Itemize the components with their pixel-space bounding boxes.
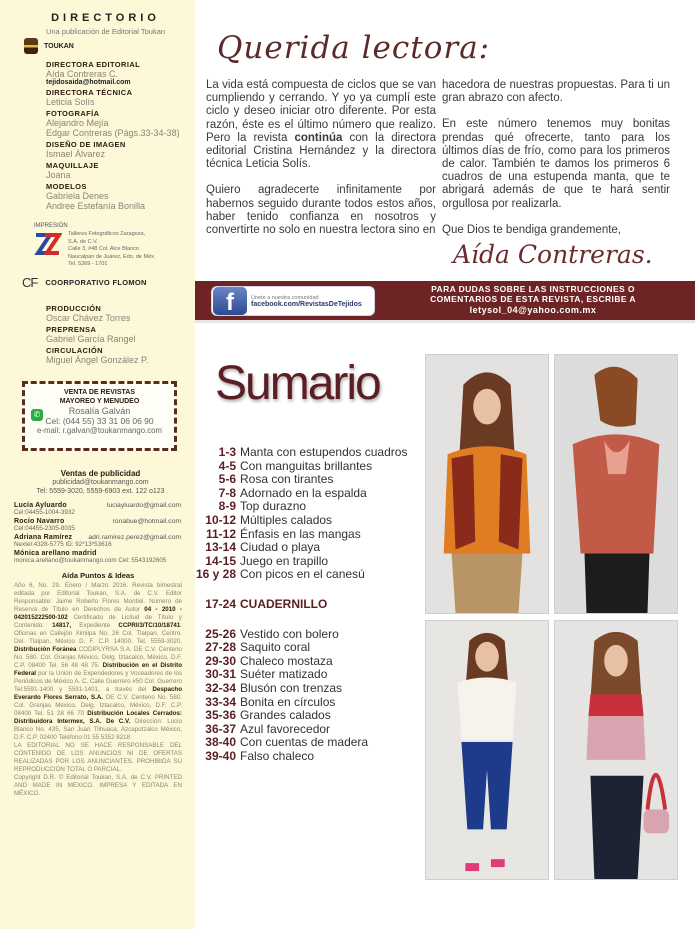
credit-label: DIRECTORA EDITORIAL [46,60,141,69]
credit-name: Aída Contreras C. [46,69,119,79]
toc-item[interactable]: 16 y 28 Con picos en el canesú [195,567,365,582]
contact-row [14,550,181,557]
coorporativo-name: COORPORATIVO FLOMON [45,277,147,287]
toc-item[interactable]: 30-31 Suéter matizado [205,667,328,682]
contact-email[interactable]: luciayluardo@gmail.com [106,501,181,509]
toc-item[interactable]: 13-14 Ciudad o playa [205,540,321,555]
cf-logo-icon: CF [22,274,38,290]
contact-row [14,502,181,509]
toc-item[interactable]: 25-26 Vestido con bolero [205,626,339,641]
letter-signature: Aída Contreras. [453,240,653,269]
publisher-name: TOUKAN [44,42,74,50]
letter-paragraph: Quiero agradecerte infinitamente por habernos seguido durante todos estos años, haber tenido confianza en nosotros y convertirte no solo en nuestra lectora sino en [206,184,436,237]
credit-label: MAQUILLAJE [46,161,99,170]
credit-name: Ismael Álvarez [46,149,106,159]
directorio-subtitle: Una publicación de Editorial Toukan [45,27,166,36]
credit-name: Gabriel García Rangel [46,333,136,344]
venta-contact-name: Rosalía Galván [68,405,131,416]
credit-name: Edgar Contreras (Págs.33-34-38) [46,128,180,138]
publicidad-phone: Tel: 5559-3020, 5559-6903 ext. 122 o123 [36,487,165,495]
credit-label: CIRCULACIÓN [46,345,103,355]
facebook-url[interactable]: facebook.com/RevistasDeTejidos [251,300,362,308]
credit-label: PRODUCCIÓN [46,303,102,313]
coorporativo-row [22,275,181,290]
contact-phone: Cel:04455-2305-8035 [14,524,75,532]
toc-item[interactable]: 33-34 Bonita en círculos [205,694,336,709]
toc-item[interactable]: 39-40 Falso chaleco [205,748,315,763]
letter-paragraph: La vida está compuesta de ciclos que se van cumpliendo y cerrando. Y yo ya cumplí este ciclo y deseo iniciar otro diferente. Por esta razón, éste es el último número que realizo. Pero la revista continúa con la directora editorial Cristina Hernández y la directora técnica Leticia Solís. [206,79,436,171]
credits-list [46,60,181,211]
venta-heading: VENTA DE REVISTAS [63,388,136,396]
banner-message [383,284,683,317]
legal-copyright: Copyright D.R. © Editorial Toukan, S.A. de C.V. PRINTED AND MADE IN MEXICO. IMPRESA Y EDITADA EN MÉXICO. [14,773,182,797]
letter-column-left [206,79,436,250]
contact-name: Mónica arellano madrid [14,549,97,557]
contact-name: Rocío Navarro [14,517,65,525]
publicidad-heading: Ventas de publicidad [60,468,141,478]
toc-item-cuadernillo[interactable]: 17-24 CUADERNILLO [205,596,328,611]
facebook-icon: f [213,287,247,315]
letter-paragraph: Que Dios te bendiga grandemente, [442,223,622,236]
credit-label: DIRECTORA TÉCNICA [46,88,133,97]
letter-paragraph: En este número tenemos muy bonitas prendas qué ofrecerte, tanto para los últimos días de frío, como para los primeros de calor. También te damos los primeros 6 cuadros de una estupenda manta, que te abrigará además de que te hará sentir orgullosa por realizarla. [442,118,670,210]
credits2-list [46,304,181,365]
contact-phone: Cel:04455-1004-3932 [14,508,75,516]
credit-name: Andree Estefanía Bonilla [46,201,146,211]
credit-label: PREPRENSA [46,324,97,334]
toukan-logo-icon [24,38,38,54]
impresion-line: Tel. 5369 - 1701 [68,261,108,267]
toc-item[interactable]: 29-30 Chaleco mostaza [205,653,333,668]
legal-disclaimer: LA EDITORIAL NO SE HACE RESPONSABLE DEL CONTENIDO DE LOS ANUNCIOS NI DE OFERTAS REALIZADAS POR LOS ANUNCIANTES. PROHIBIDA SU REPRODUCCIÓN TOTAL O PARCIAL. [14,741,182,773]
credit-name: Oscar Chávez Torres [46,312,131,323]
credit-name: Gabriela Denes [46,191,109,201]
contact-email[interactable]: adri.ramirez.perez@gmail.com [88,533,181,541]
credit-email[interactable]: tejidosaida@hotmail.com [46,79,131,86]
toc-item[interactable]: 38-40 Con cuentas de madera [205,735,369,750]
impresion-block [34,223,181,269]
credit-name: Leticia Solís [46,97,95,107]
publicidad-block [20,469,181,496]
letter-column-right [442,79,670,250]
photo-pink-crop-top-bag [554,620,678,880]
venta-revistas-box [22,381,177,451]
toc-item[interactable]: 27-28 Saquito coral [205,640,311,655]
photo-coral-top-bow-back [554,354,678,614]
photo-white-top-blue-pants [425,620,549,880]
toc-item[interactable]: 4-5 Con manguitas brillantes [218,458,373,473]
sales-contacts [14,502,181,565]
contact-name: Adriana Ramírez [14,533,73,541]
toc-item[interactable]: 7-8 Adornado en la espalda [218,485,367,500]
toc-item[interactable]: 11-12 Énfasis en las mangas [205,526,361,541]
contact-row [14,534,181,541]
toc-item[interactable]: 10-12 Múltiples calados [205,512,333,527]
toc-item[interactable]: 1-3 Manta con estupendos cuadros [218,445,408,459]
sumario-title: Sumario [215,357,380,410]
banner-line: PARA DUDAS SOBRE LAS INSTRUCCIONES O [431,284,635,294]
toc-item[interactable]: 32-34 Blusón con trenzas [205,680,343,695]
contact-banner [195,281,695,323]
venta-email[interactable]: e-mail: r.galvan@toukanmango.com [37,425,162,435]
toc-item[interactable]: 5-6 Rosa con tirantes [218,472,334,487]
banner-email[interactable]: letysol_04@yahoo.com.mx [469,305,597,315]
publisher-row [24,38,181,54]
toc-item[interactable]: 36-37 Azul favorecedor [205,721,331,736]
venta-phone: Cel: (044 55) 33 31 06 06 90 [45,415,154,426]
editor-letter [195,0,700,275]
contact-email[interactable]: ronabue@hotmail.com [112,517,181,525]
contact-name: Lucía Ayluardo [14,501,67,509]
facebook-tagline: Únete a nuestra comunidad [251,294,319,301]
letter-paragraph: hacedora de nuestras propuestas. Para ti un gran abrazo con afecto. [442,79,670,105]
credit-label: MODELOS [46,182,87,191]
toc-item[interactable]: 8-9 Top durazno [218,499,307,514]
sumario-list [195,446,425,763]
credit-label: DISEÑO DE IMAGEN [46,140,126,149]
impresion-line: Calle 3, #48 Col. Alce Blanco [68,246,139,252]
credit-name: Miguel Ángel González P. [46,354,149,365]
contact-email-phone: monica.arellano@toukanmango.com Cel: 5543192605 [14,556,167,564]
impresion-line: Naucalpan de Juárez, Edo. de Méx. [68,253,156,260]
venta-heading: MAYOREO Y MENUDEO [59,397,140,405]
directorio-title: DIRECTORIO [51,12,160,24]
publicidad-email[interactable]: publicidad@toukanmango.com [52,478,149,486]
zaragoza-logo-icon [34,231,62,257]
legal-block [14,571,182,798]
banner-line: COMENTARIOS DE ESTA REVISTA, ESCRIBE A [430,294,636,304]
legal-heading: Aída Puntos & Ideas [61,570,135,580]
impresion-label: IMPRESIÓN [34,223,68,229]
whatsapp-icon: ✆ [31,409,43,421]
credit-name: Alejandro Mejía [46,118,109,128]
impresion-line: S.A. de C.V. [68,238,98,245]
directorio-sidebar [0,0,195,929]
photo-orange-sweater-vest [425,354,549,614]
impresion-line: Talleres Fotográficos Zaragoza, [68,231,146,237]
credit-label: FOTOGRAFÍA [46,109,100,118]
toc-item[interactable]: 35-36 Grandes calados [205,708,331,723]
facebook-link[interactable] [211,286,375,316]
toc-item[interactable]: 14-15 Juego en trapillo [205,553,329,568]
legal-text: Año 6, No. 29. Enero / Marzo 2016. Revista bimestral editada por Editorial Toukan, S.A. de C.V. Editor Responsable: Jaime Roberto Flores Montiel. Número de Reserva de Título en Derechos de Autor 04 - 2010 - 042015222500-102 Certificado de Licitud de Título y Contenido: 14817, Expediente CCPRI/3/TC/10/18741. Oficinas en Callejón Ximilpa No. 26 Col. Tlalpan, Centro. Del. Tlalpan, México D. F. C.P. 14000. Tel. 5559-3020. Distribución Foránea CODIPLYRSA S.A. DE C.V. Centeno No. 580. Col. Granjas México, Delg. Iztacalco, México, D.F. C.P. 08400 Tel. 56 48 48 75. Distribución en el Distrito Federal por la Unión de Expendedores y Voceadores de los Periódicos de México A. C. Calle Guerrero #50 Col. Guerrero Tel:5591-1400 y 5591-1401, a través del Despacho Everardo Flores Serrato, S.A. DE C.V. Centeno No. 580. Col. Granjas México, Delg. Iztacalco, México, D.F. C.P. 08400 Tel. 51 28 66 70 Distribución Locales Cerrados: Distribuidora Intermex, S.A. De C.V. Dirección: Lucio Blanco No. 435, San Juan Tlihuaca, Azcapotzalco México, D.F. C.P. 02400 Teléfono:01 55 5352 8218 [14,581,182,741]
letter-greeting: Querida lectora: [217,30,491,66]
credit-name: Joana [46,170,71,180]
contact-phone: Nextel:4328-5775 ID: 92*13*53616 [14,540,112,548]
contact-row [14,518,181,525]
